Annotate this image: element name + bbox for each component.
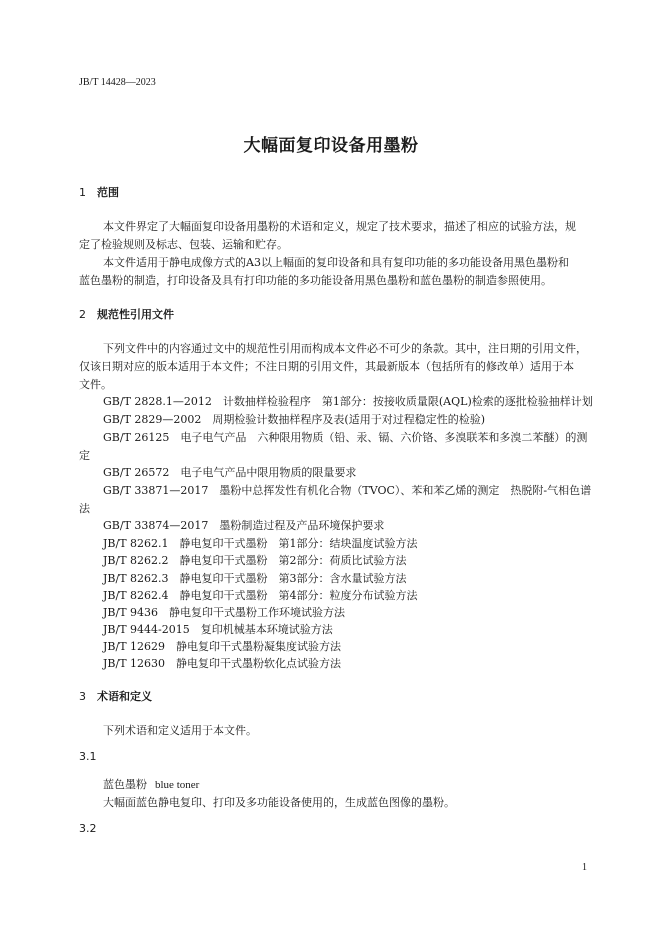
- term-3-1-definition: 大幅面蓝色静电复印、打印及多功能设备使用的，生成蓝色图像的墨粉。: [103, 796, 455, 809]
- section-3-heading: [79, 688, 152, 704]
- scope-para-2-line-2: 蓝色墨粉的制造，打印设备及具有打印功能的多功能设备用黑色墨粉和蓝色墨粉的制造参照使用。: [79, 274, 552, 287]
- reference-item: JB/T 9444-2015 复印机械基本环境试验方法: [103, 623, 333, 636]
- section-2-heading: [79, 306, 174, 322]
- refs-intro-line-1: 下列文件中的内容通过文中的规范性引用而构成本文件必不可少的条款。其中，注日期的引用文件，: [103, 342, 587, 355]
- standard-code-header: JB/T 14428—2023: [79, 77, 156, 88]
- section-1-title: 范围: [97, 186, 119, 199]
- refs-intro-line-2: 仅该日期对应的版本适用于本文件；不注日期的引用文件，其最新版本（包括所有的修改单）适用于本: [79, 360, 574, 373]
- term-3-1-number: 3.1: [79, 750, 97, 763]
- reference-item: GB/T 2829—2002 周期检验计数抽样程序及表(适用于对过程稳定性的检验): [103, 413, 485, 426]
- terms-intro: 下列术语和定义适用于本文件。: [103, 724, 257, 737]
- reference-item: JB/T 12629 静电复印干式墨粉凝集度试验方法: [103, 640, 342, 653]
- reference-item: GB/T 2828.1—2012 计数抽样检验程序 第1部分：按接收质量限(AQL)检索的逐批检验抽样计划: [103, 395, 593, 408]
- reference-item-continuation: 法: [79, 502, 90, 515]
- reference-item: GB/T 33871—2017 墨粉中总挥发性有机化合物（TVOC）、苯和苯乙烯的测定 热脱附-气相色谱: [103, 484, 592, 497]
- reference-item: JB/T 12630 静电复印干式墨粉软化点试验方法: [103, 657, 342, 670]
- term-3-1-english: blue toner: [155, 779, 200, 791]
- term-3-1-chinese: 蓝色墨粉: [103, 778, 147, 791]
- reference-item: JB/T 8262.3 静电复印干式墨粉 第3部分：含水量试验方法: [103, 572, 407, 585]
- section-1-heading: [79, 184, 119, 200]
- section-3-number: 3: [79, 690, 86, 703]
- reference-item: GB/T 26125 电子电气产品 六种限用物质（铅、汞、镉、六价铬、多溴联苯和多溴二苯醚）的测: [103, 431, 588, 444]
- reference-item: JB/T 9436 静电复印干式墨粉工作环境试验方法: [103, 606, 346, 619]
- refs-intro-line-3: 文件。: [79, 378, 112, 391]
- reference-item: JB/T 8262.1 静电复印干式墨粉 第1部分：结块温度试验方法: [103, 537, 418, 550]
- scope-para-1-line-1: 本文件界定了大幅面复印设备用墨粉的术语和定义，规定了技术要求，描述了相应的试验方法，规: [103, 220, 576, 233]
- page-number: 1: [582, 862, 587, 873]
- term-3-2-number: 3.2: [79, 822, 97, 835]
- reference-item: JB/T 8262.4 静电复印干式墨粉 第4部分：粒度分布试验方法: [103, 589, 418, 602]
- scope-para-1-line-2: 定了检验规则及标志、包装、运输和贮存。: [79, 238, 288, 251]
- section-2-number: 2: [79, 308, 86, 321]
- document-title: 大幅面复印设备用墨粉: [243, 136, 419, 156]
- term-3-1-title: [103, 776, 199, 792]
- reference-item-continuation: 定: [79, 449, 90, 462]
- section-2-title: 规范性引用文件: [97, 308, 174, 321]
- scope-para-2-line-1: 本文件适用于静电成像方式的A3以上幅面的复印设备和具有复印功能的多功能设备用黑色墨粉和: [103, 256, 569, 269]
- reference-item: JB/T 8262.2 静电复印干式墨粉 第2部分：荷质比试验方法: [103, 554, 407, 567]
- section-3-title: 术语和定义: [97, 690, 152, 703]
- reference-item: GB/T 33874—2017 墨粉制造过程及产品环境保护要求: [103, 519, 385, 532]
- reference-item: GB/T 26572 电子电气产品中限用物质的限量要求: [103, 466, 357, 479]
- section-1-number: 1: [79, 186, 86, 199]
